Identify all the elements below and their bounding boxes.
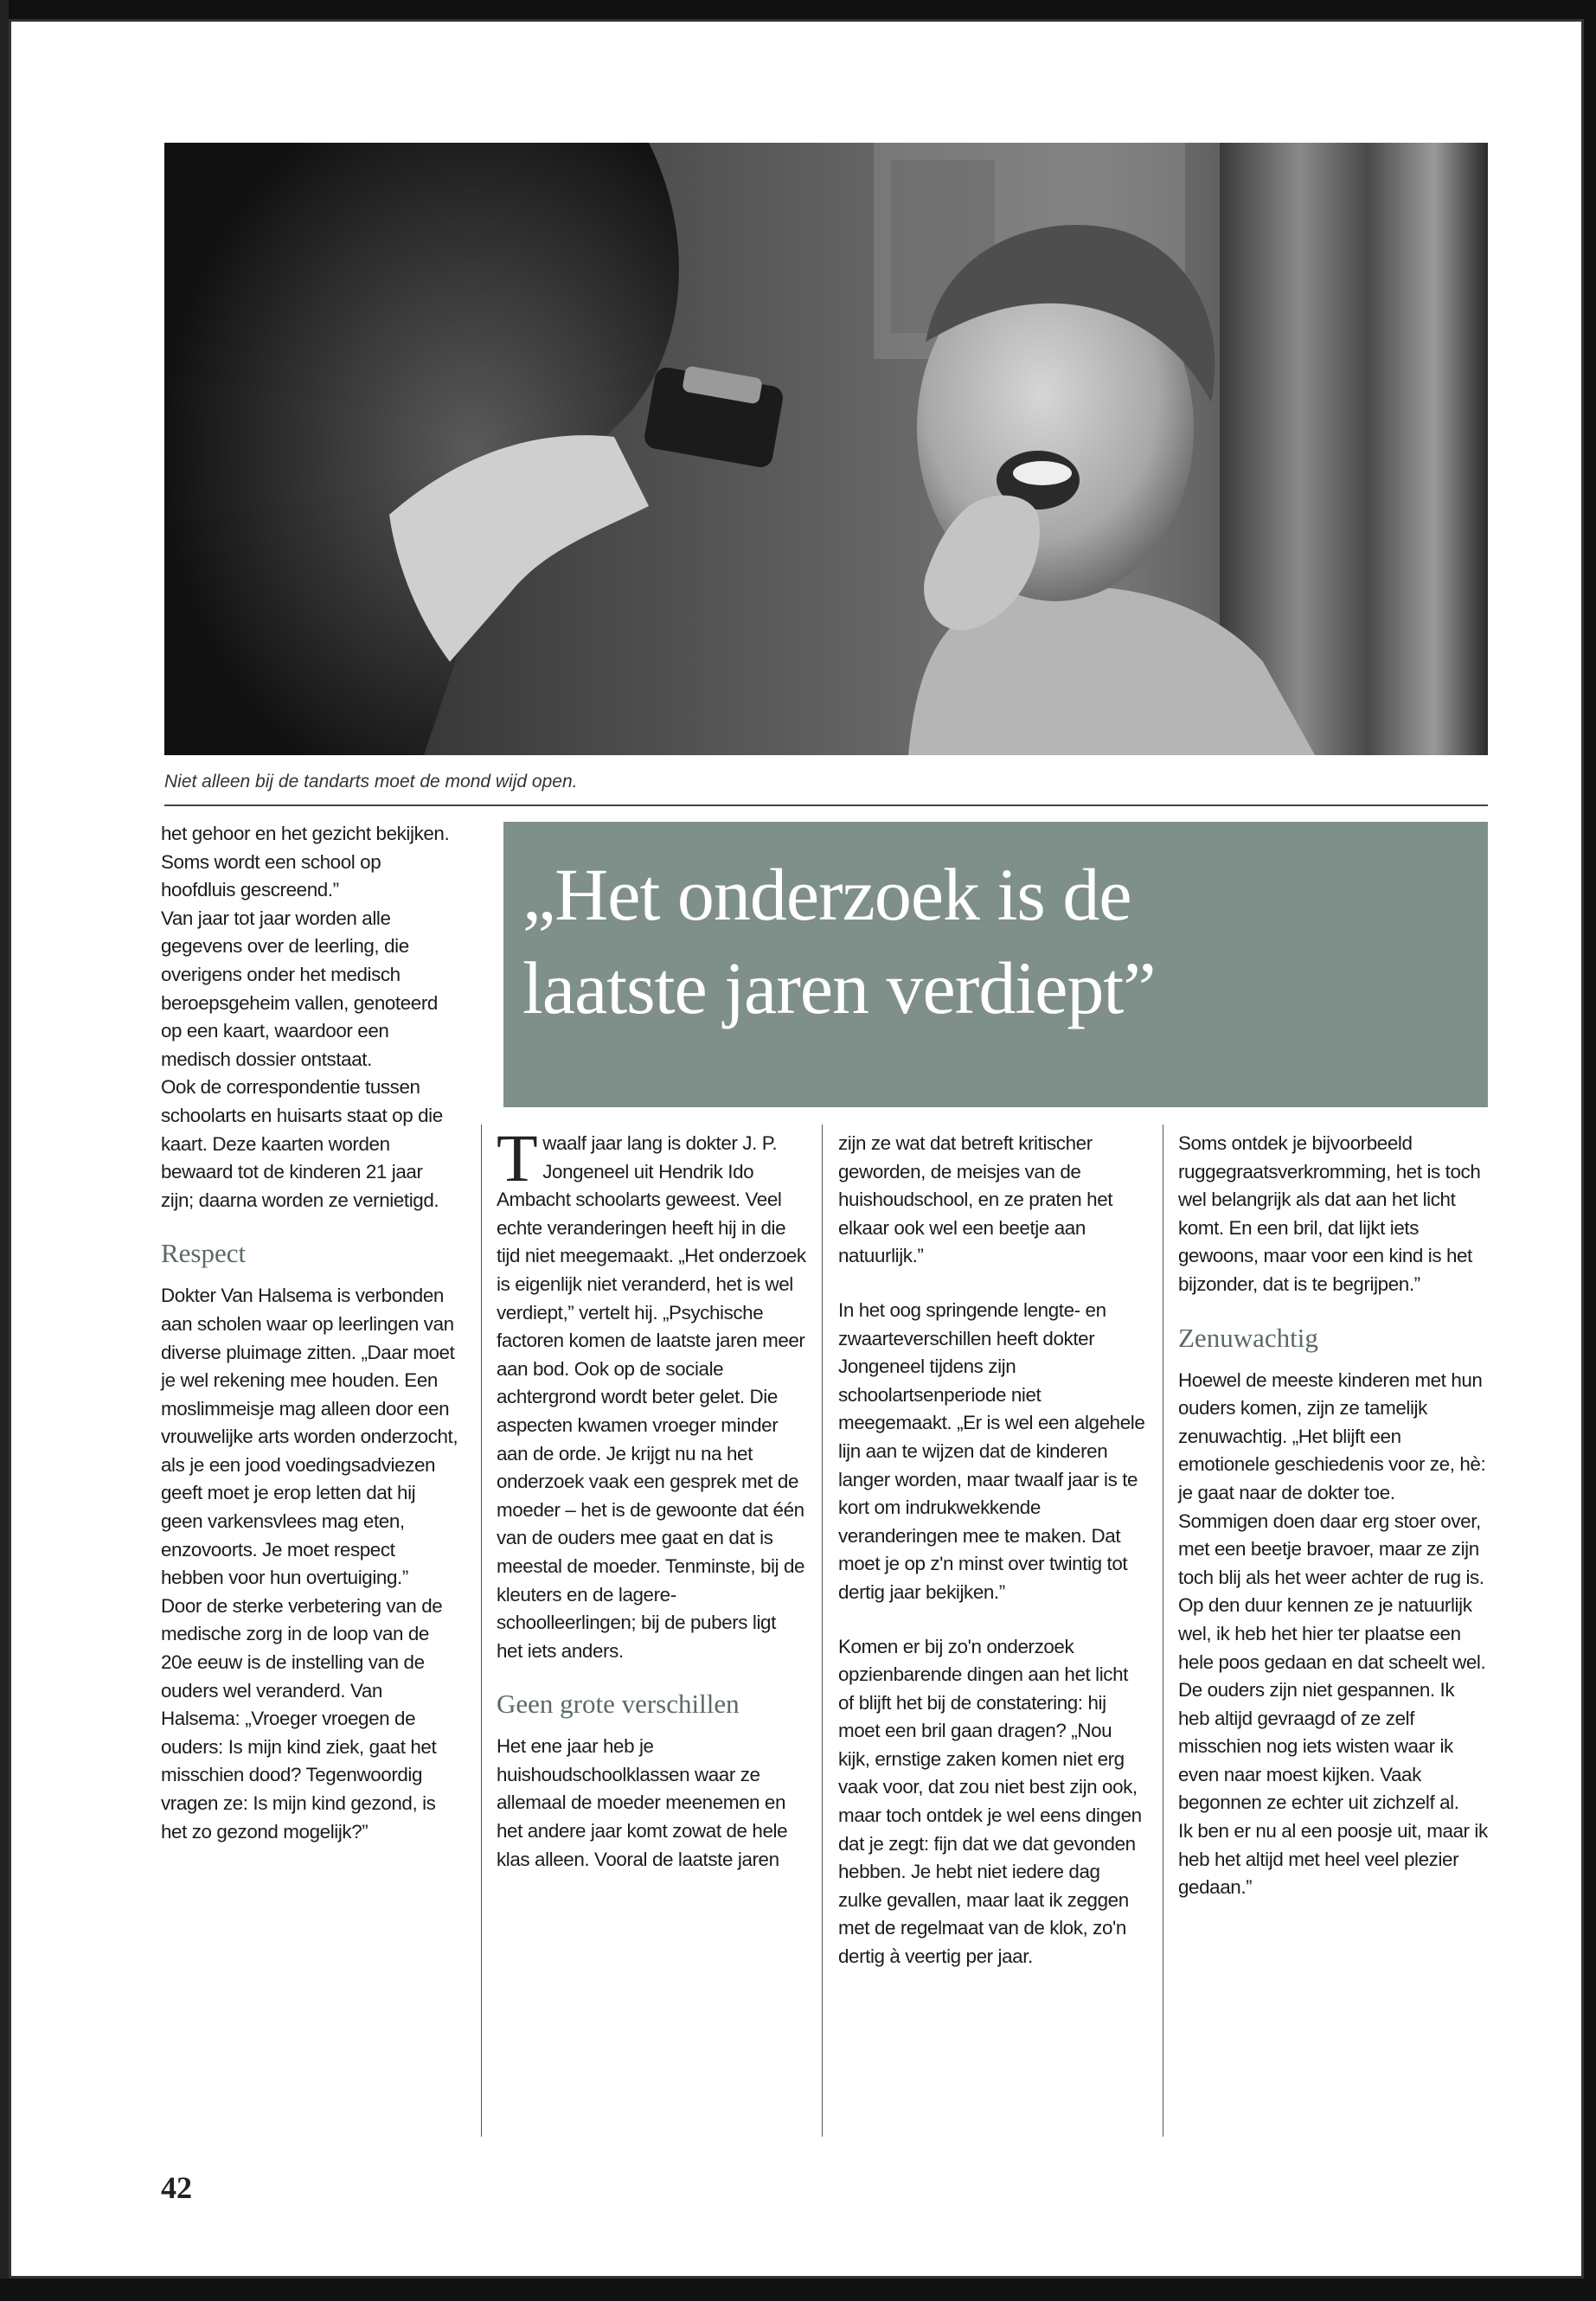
headline-line-2: laatste jaren verdiept”	[522, 946, 1156, 1029]
photo-caption: Niet alleen bij de tandarts moet de mond wijd open.	[164, 772, 578, 792]
section-heading-respect: Respect	[161, 1238, 247, 1269]
paragraph: In het oog springende lengte- en zwaarteverschillen heeft dokter Jongeneel tijdens zijn schoolartsenperiode niet meegemaakt. „Er is wel een algehele lijn aan te wijzen dat de kinderen langer worden, maar twaalf jaar is te kort om indrukwekkende veranderingen mee te maken. Dat moet je op z'n minst over twintig tot dertig jaar bekijken.”	[838, 1298, 1145, 1603]
section-heading-zenuwachtig: Zenuwachtig	[1178, 1322, 1318, 1353]
photo-illustration	[164, 143, 1488, 755]
paragraph: Ook de correspondentie tussen schoolarts en huisarts staat op die kaart. Deze kaarten worden bewaard tot de kinderen 21 jaar zijn; daarna worden ze vernietigd.	[161, 1076, 443, 1211]
paragraph	[497, 1120, 806, 1665]
scan-border-left	[0, 0, 9, 2301]
text-column-2	[497, 1120, 806, 1874]
paragraph: Soms ontdek je bijvoorbeeld ruggegraatsverkromming, het is toch wel belangrijk als dat aan het licht komt. En een bril, dat lijkt iets gewoons, maar voor een kind is het bijzonder, dat is te begrijpen.”	[1178, 1132, 1481, 1295]
paragraph: Van jaar tot jaar worden alle gegevens over de leerling, die overigens onder het medisch beroepsgeheim vallen, genoteerd op een kaart, waardoor een medisch dossier ontstaat.	[161, 907, 438, 1070]
text-column-4	[1178, 1130, 1488, 1902]
paragraph: Hoewel de meeste kinderen met hun ouders komen, zijn ze tamelijk zenuwachtig. „Het blijft een emotionele geschiedenis voor ze, hè: je gaat naar de dokter toe. Sommigen doen daar erg stoer over, met een beetje bravoer, maar ze zijn toch blij als het weer achter de rug is. Op den duur kennen ze je natuurlijk wel, ik heb het hier ter plaatse een hele poos gedaan en dat scheelt wel. De ouders zijn niet gespannen. Ik heb altijd gevraagd of ze zelf misschien nog iets wisten waar ik even naar moest kijken. Vaak begonnen ze echter uit zichzelf al.	[1178, 1368, 1486, 1814]
section-heading-geen-grote-verschillen: Geen grote verschillen	[497, 1689, 740, 1720]
paragraph: zijn ze wat dat betreft kritischer geworden, de meisjes van de huishoudschool, en ze praten het elkaar ook wel een beetje aan natuurlijk.”	[838, 1132, 1113, 1267]
column-divider	[481, 1125, 482, 2137]
paragraph: Het ene jaar heb je huishoudschoolklassen waar ze allemaal de moeder meenemen en het andere jaar komt zowat de hele klas alleen. Vooral de laatste jaren	[497, 1735, 788, 1870]
headline-box	[503, 822, 1488, 1107]
paragraph: Komen er bij zo'n onderzoek opzienbarende dingen aan het licht of blijft het bij de constatering: hij moet een bril gaan dragen? „Nou kijk, ernstige zaken komen niet erg vaak voor, dat zou niet best zijn ook, maar toch ontdek je wel eens dingen dat je zegt: fijn dat we dat gevonden hebben. Je hebt niet iedere dag zulke gevallen, maar laat ik zeggen met de regelmaat van de klok, zo'n dertig à veertig per jaar.	[838, 1635, 1142, 1968]
column-divider	[822, 1125, 823, 2137]
page-number: 42	[161, 2170, 192, 2205]
paragraph: het gehoor en het gezicht bekijken. Soms wordt een school op hoofdluis gescreend.”	[161, 823, 450, 901]
scan-border-right	[1584, 0, 1596, 2301]
scan-border-top	[0, 0, 1596, 19]
article-headline	[522, 848, 1467, 1035]
paragraph: Door de sterke verbetering van de medische zorg in de loop van de 20e eeuw is de instelling van de ouders wel veranderd. Van Halsema: „Vroeger vroegen de ouders: Is mijn kind ziek, gaat het misschien dood? Tegenwoordig vragen ze: Is mijn kind gezond, is het zo gezond mogelijk?”	[161, 1594, 443, 1843]
paragraph: Ik ben er nu al een poosje uit, maar ik heb het altijd met heel veel plezier gedaan.”	[1178, 1820, 1488, 1899]
text-column-3	[838, 1130, 1148, 1971]
article-photo	[164, 143, 1488, 755]
drop-cap: T	[497, 1120, 538, 1195]
paragraph: Dokter Van Halsema is verbonden aan scholen waar op leerlingen van diverse pluimage zitten. „Daar moet je wel rekening mee houden. Een moslimmeisje mag alleen door een vrouwelijke arts worden onderzocht, als je een jood voedingsadviezen geeft moet je erop letten dat hij geen varkensvlees mag eten, enzovoorts. Je moet respect hebben voor hun overtuiging.”	[161, 1285, 458, 1589]
scan-border-bottom	[0, 2279, 1596, 2301]
headline-line-1: „Het onderzoek is de	[522, 853, 1131, 936]
paragraph-text: waalf jaar lang is dokter J. P. Jongeneel uit Hendrik Ido Ambacht schoolarts geweest. Veel echte veranderingen heeft hij in die tijd niet meegemaakt. „Het onderzoek is eigenlijk niet veranderd, het is wel verdiept,” vertelt hij. „Psychische factoren komen de laatste jaren meer aan bod. Ook op de sociale achtergrond wordt beter gelet. Die aspecten kwamen vroeger minder aan de orde. Je krijgt nu na het onderzoek vaak een gesprek met de moeder – het is de gewoonte dat één van de ouders mee gaat en dat is meestal de moeder. Tenminste, bij de kleuters en de lagere-schoolleerlingen; bij de pubers ligt het iets anders.	[497, 1132, 806, 1662]
caption-divider	[164, 804, 1488, 806]
text-column-1	[161, 820, 460, 1846]
